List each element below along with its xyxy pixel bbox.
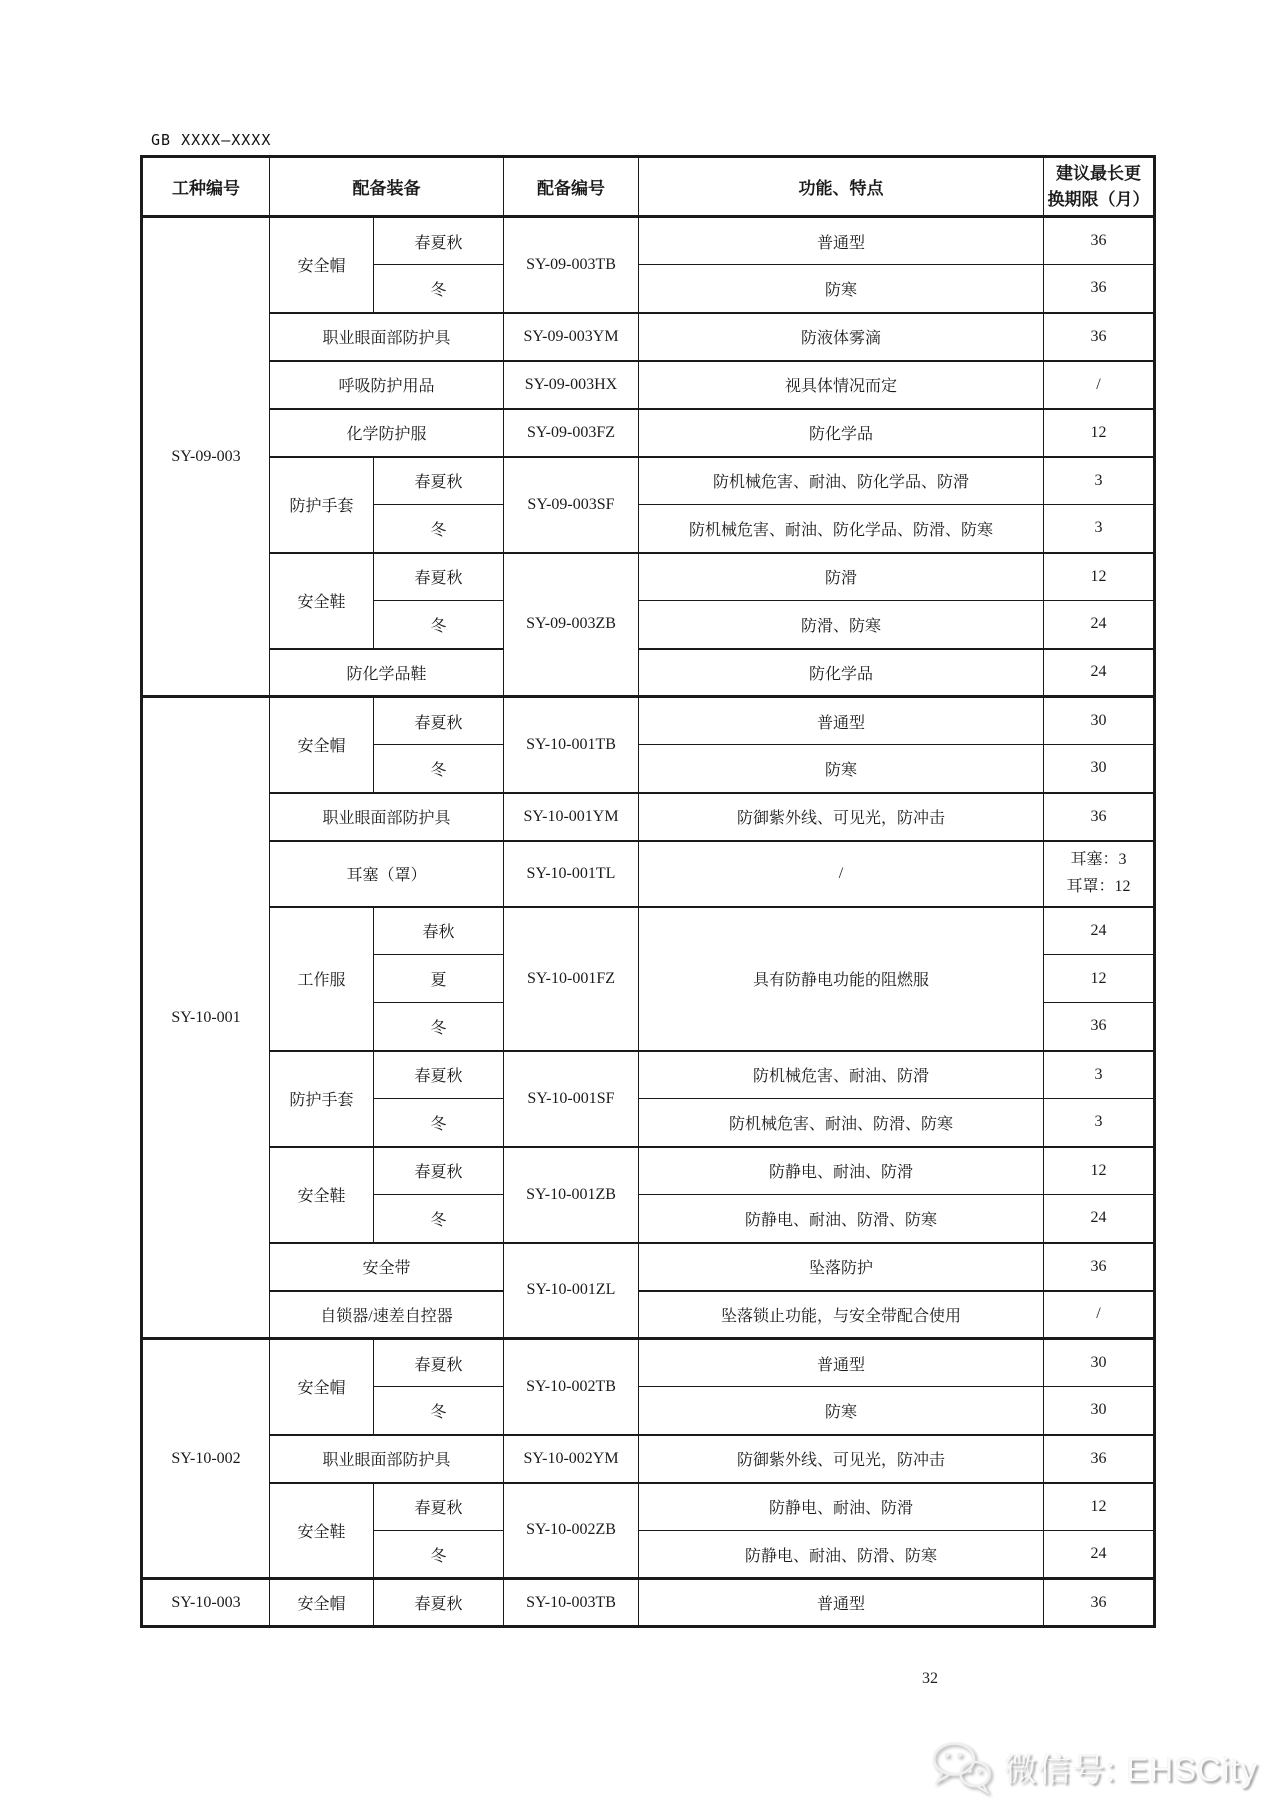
function-cell: 防寒 xyxy=(639,1387,1044,1435)
table-row xyxy=(142,1051,1155,1099)
months-cell: 12 xyxy=(1044,553,1155,601)
ppe-table xyxy=(140,155,1156,1628)
function-cell: 防静电、耐油、防滑 xyxy=(639,1483,1044,1531)
season-cell: 春夏秋 xyxy=(374,1051,504,1099)
season-cell: 冬 xyxy=(374,1387,504,1435)
table-row xyxy=(142,1435,1155,1483)
page-number: 32 xyxy=(922,1670,938,1687)
months-cell: 12 xyxy=(1044,1147,1155,1195)
doc-code: GB XXXX—XXXX xyxy=(151,131,272,149)
table-row xyxy=(142,1483,1155,1531)
function-cell: 坠落锁止功能，与安全带配合使用 xyxy=(639,1291,1044,1339)
equipment-code-cell: SY-10-001TL xyxy=(504,841,639,907)
season-cell: 冬 xyxy=(374,745,504,793)
equipment-cell: 职业眼面部防护具 xyxy=(270,1435,504,1483)
col-header-job: 工种编号 xyxy=(142,157,270,217)
function-cell: 普通型 xyxy=(639,217,1044,265)
function-cell: 防机械危害、耐油、防化学品、防滑 xyxy=(639,457,1044,505)
function-cell: 防化学品 xyxy=(639,649,1044,697)
function-cell: / xyxy=(639,841,1044,907)
function-cell: 防静电、耐油、防滑、防寒 xyxy=(639,1531,1044,1579)
months-cell: / xyxy=(1044,1291,1155,1339)
col-header-equipment: 配备装备 xyxy=(270,157,504,217)
equipment-cell: 防护手套 xyxy=(270,1051,374,1147)
function-cell: 防静电、耐油、防滑 xyxy=(639,1147,1044,1195)
months-cell: 3 xyxy=(1044,505,1155,553)
season-cell: 冬 xyxy=(374,1195,504,1243)
function-cell: 普通型 xyxy=(639,1339,1044,1387)
function-cell: 防御紫外线、可见光，防冲击 xyxy=(639,793,1044,841)
season-cell: 春夏秋 xyxy=(374,457,504,505)
equipment-code-cell: SY-10-001ZL xyxy=(504,1243,639,1339)
equipment-cell: 安全帽 xyxy=(270,697,374,793)
months-cell: / xyxy=(1044,361,1155,409)
equipment-code-cell: SY-10-003TB xyxy=(504,1579,639,1627)
equipment-cell: 安全鞋 xyxy=(270,1483,374,1579)
equipment-cell: 防护手套 xyxy=(270,457,374,553)
equipment-cell: 防化学品鞋 xyxy=(270,649,504,697)
table-row xyxy=(142,409,1155,457)
table-row xyxy=(142,793,1155,841)
table-row xyxy=(142,361,1155,409)
equipment-code-cell: SY-09-003YM xyxy=(504,313,639,361)
function-cell: 坠落防护 xyxy=(639,1243,1044,1291)
months-cell: 30 xyxy=(1044,745,1155,793)
table-row xyxy=(142,553,1155,601)
table-row xyxy=(142,457,1155,505)
job-code-cell: SY-10-003 xyxy=(142,1579,270,1627)
season-cell: 春夏秋 xyxy=(374,217,504,265)
equipment-code-cell: SY-10-001YM xyxy=(504,793,639,841)
months-cell: 36 xyxy=(1044,793,1155,841)
months-cell xyxy=(1044,841,1155,907)
col-header-months-line1: 建议最长更 xyxy=(1056,164,1141,183)
equipment-code-cell: SY-09-003FZ xyxy=(504,409,639,457)
months-cell: 36 xyxy=(1044,1003,1155,1051)
table-row xyxy=(142,1147,1155,1195)
months-line: 耳塞：3 xyxy=(1070,851,1127,869)
function-cell: 防滑、防寒 xyxy=(639,601,1044,649)
months-cell: 30 xyxy=(1044,1339,1155,1387)
season-cell: 夏 xyxy=(374,955,504,1003)
function-cell: 防液体雾滴 xyxy=(639,313,1044,361)
equipment-code-cell: SY-10-002TB xyxy=(504,1339,639,1435)
season-cell: 春夏秋 xyxy=(374,1147,504,1195)
table-row xyxy=(142,1579,1155,1627)
equipment-code-cell: SY-09-003TB xyxy=(504,217,639,313)
equipment-code-cell: SY-10-001SF xyxy=(504,1051,639,1147)
season-cell: 春夏秋 xyxy=(374,1339,504,1387)
equipment-cell: 耳塞（罩） xyxy=(270,841,504,907)
function-cell: 视具体情况而定 xyxy=(639,361,1044,409)
function-cell: 防御紫外线、可见光，防冲击 xyxy=(639,1435,1044,1483)
equipment-code-cell: SY-10-001ZB xyxy=(504,1147,639,1243)
months-cell: 36 xyxy=(1044,1435,1155,1483)
equipment-cell: 安全鞋 xyxy=(270,1147,374,1243)
equipment-cell: 职业眼面部防护具 xyxy=(270,793,504,841)
table-row xyxy=(142,313,1155,361)
wechat-watermark xyxy=(930,1740,1258,1794)
equipment-code-cell: SY-10-002YM xyxy=(504,1435,639,1483)
season-cell: 冬 xyxy=(374,1531,504,1579)
months-cell: 3 xyxy=(1044,1099,1155,1147)
table-row xyxy=(142,1291,1155,1339)
function-cell: 普通型 xyxy=(639,697,1044,745)
equipment-code-cell: SY-09-003HX xyxy=(504,361,639,409)
season-cell: 春夏秋 xyxy=(374,553,504,601)
job-code-cell: SY-09-003 xyxy=(142,217,270,697)
equipment-cell: 化学防护服 xyxy=(270,409,504,457)
season-cell: 冬 xyxy=(374,1003,504,1051)
function-cell: 具有防静电功能的阻燃服 xyxy=(639,907,1044,1051)
table-row xyxy=(142,1339,1155,1387)
months-cell: 24 xyxy=(1044,1531,1155,1579)
months-cell: 12 xyxy=(1044,409,1155,457)
function-cell: 防化学品 xyxy=(639,409,1044,457)
job-code-cell: SY-10-001 xyxy=(142,697,270,1339)
equipment-cell: 安全帽 xyxy=(270,217,374,313)
season-cell: 春夏秋 xyxy=(374,1579,504,1627)
equipment-code-cell: SY-09-003SF xyxy=(504,457,639,553)
months-cell: 24 xyxy=(1044,1195,1155,1243)
months-cell: 36 xyxy=(1044,1579,1155,1627)
months-cell: 36 xyxy=(1044,313,1155,361)
months-cell: 36 xyxy=(1044,265,1155,313)
season-cell: 冬 xyxy=(374,601,504,649)
months-cell: 24 xyxy=(1044,601,1155,649)
col-header-features: 功能、特点 xyxy=(639,157,1044,217)
equipment-cell: 安全帽 xyxy=(270,1339,374,1435)
function-cell: 防机械危害、耐油、防滑、防寒 xyxy=(639,1099,1044,1147)
season-cell: 冬 xyxy=(374,505,504,553)
months-cell: 36 xyxy=(1044,1243,1155,1291)
table-row xyxy=(142,841,1155,907)
equipment-cell: 安全鞋 xyxy=(270,553,374,649)
function-cell: 防寒 xyxy=(639,265,1044,313)
months-cell: 24 xyxy=(1044,649,1155,697)
col-header-months-line2: 换期限（月） xyxy=(1047,189,1150,209)
months-line: 耳罩：12 xyxy=(1066,877,1131,895)
header-row xyxy=(142,157,1155,217)
table-row xyxy=(142,907,1155,955)
months-cell: 12 xyxy=(1044,955,1155,1003)
season-cell: 冬 xyxy=(374,265,504,313)
months-cell: 3 xyxy=(1044,457,1155,505)
equipment-cell: 呼吸防护用品 xyxy=(270,361,504,409)
equipment-cell: 工作服 xyxy=(270,907,374,1051)
season-cell: 冬 xyxy=(374,1099,504,1147)
table-row xyxy=(142,697,1155,745)
equipment-cell: 自锁器/速差自控器 xyxy=(270,1291,504,1339)
job-code-cell: SY-10-002 xyxy=(142,1339,270,1579)
equipment-cell: 职业眼面部防护具 xyxy=(270,313,504,361)
function-cell: 防寒 xyxy=(639,745,1044,793)
months-cell: 12 xyxy=(1044,1483,1155,1531)
table-row xyxy=(142,217,1155,265)
months-cell: 3 xyxy=(1044,1051,1155,1099)
table-row xyxy=(142,1243,1155,1291)
equipment-code-cell: SY-10-001FZ xyxy=(504,907,639,1051)
equipment-cell: 安全带 xyxy=(270,1243,504,1291)
function-cell: 普通型 xyxy=(639,1579,1044,1627)
months-cell: 36 xyxy=(1044,217,1155,265)
equipment-cell: 安全帽 xyxy=(270,1579,374,1627)
function-cell: 防静电、耐油、防滑、防寒 xyxy=(639,1195,1044,1243)
equipment-code-cell: SY-10-002ZB xyxy=(504,1483,639,1579)
function-cell: 防机械危害、耐油、防化学品、防滑、防寒 xyxy=(639,505,1044,553)
function-cell: 防滑 xyxy=(639,553,1044,601)
months-cell: 30 xyxy=(1044,1387,1155,1435)
function-cell: 防机械危害、耐油、防滑 xyxy=(639,1051,1044,1099)
col-header-code: 配备编号 xyxy=(504,157,639,217)
season-cell: 春夏秋 xyxy=(374,697,504,745)
months-cell: 30 xyxy=(1044,697,1155,745)
months-cell: 24 xyxy=(1044,907,1155,955)
wechat-icon xyxy=(930,1740,994,1794)
table-row xyxy=(142,649,1155,697)
col-header-months xyxy=(1044,157,1155,217)
season-cell: 春秋 xyxy=(374,907,504,955)
season-cell: 春夏秋 xyxy=(374,1483,504,1531)
equipment-code-cell: SY-10-001TB xyxy=(504,697,639,793)
equipment-code-cell: SY-09-003ZB xyxy=(504,553,639,697)
watermark-label: 微信号: EHSCity xyxy=(1003,1750,1258,1788)
